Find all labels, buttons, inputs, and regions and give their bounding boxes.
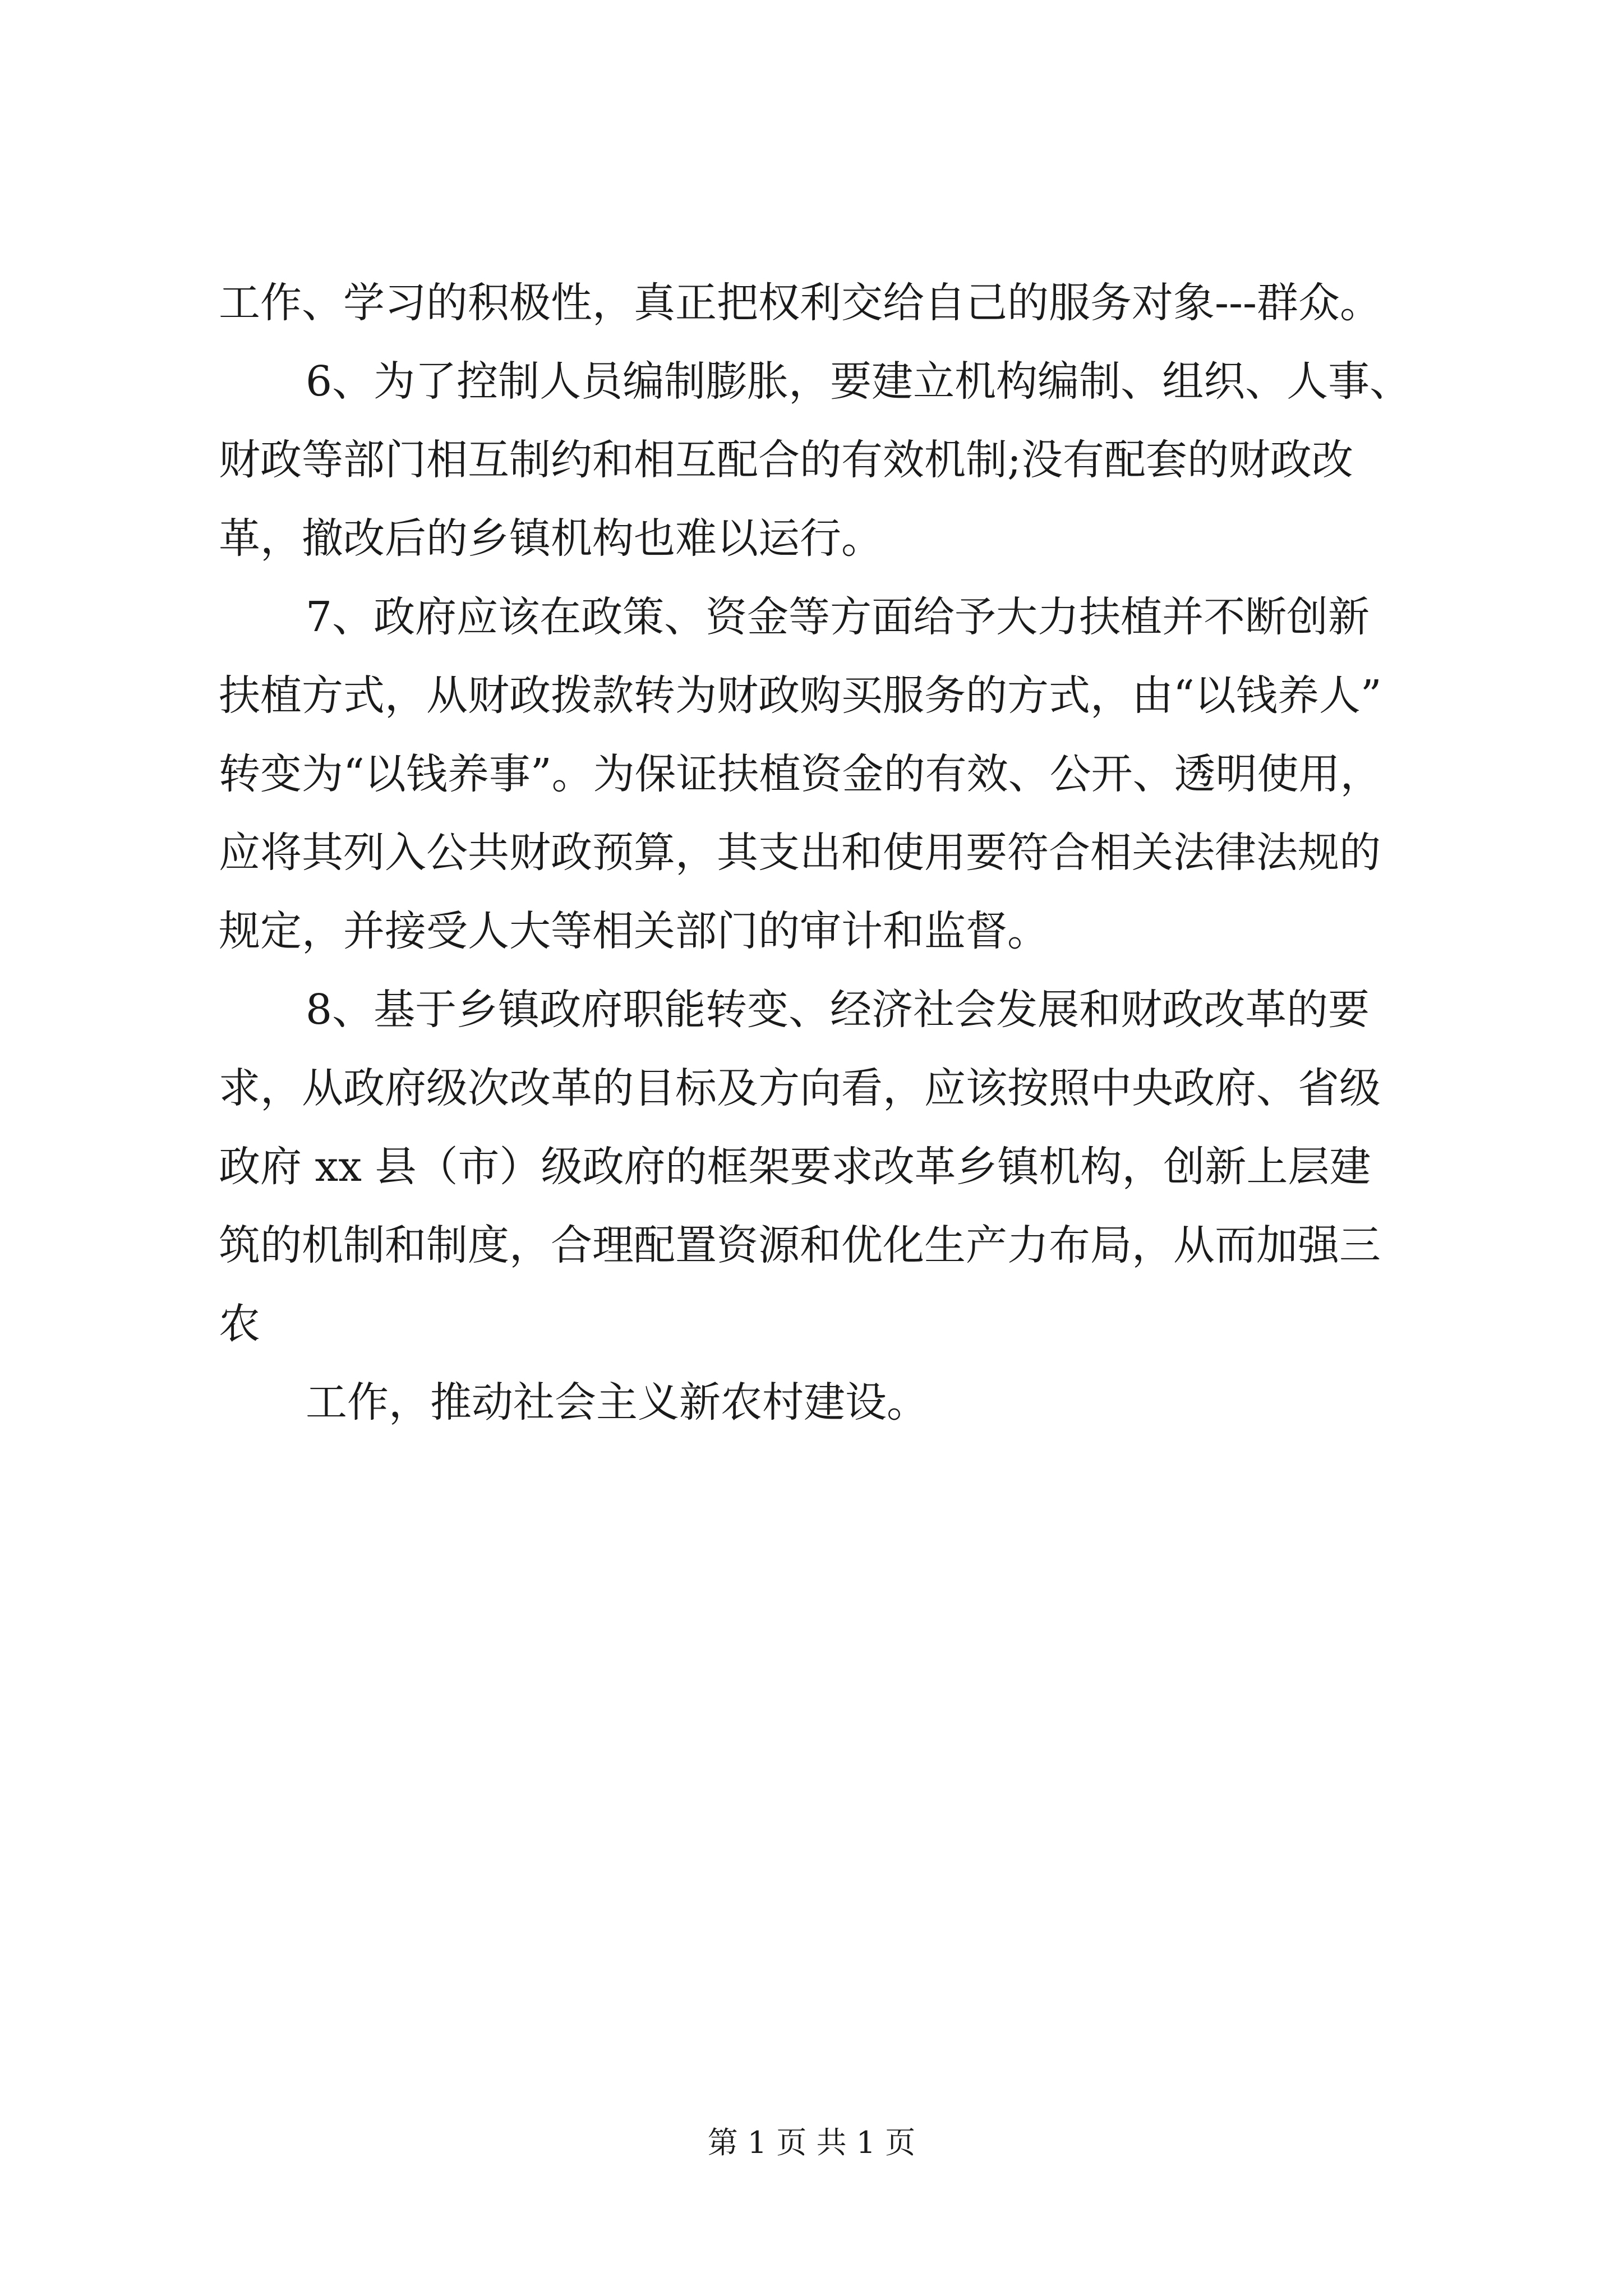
text-line-2: 6、为了控制人员编制膨胀，要建立机构编制、组织、人事、 — [306, 357, 1412, 406]
text-line-5: 7、政府应该在政策、资金等方面给予大力扶植并不断创新 — [306, 593, 1370, 641]
text-line-4: 革，撤改后的乡镇机构也难以运行。 — [219, 514, 883, 563]
text-line-7: 转变为“以钱养事”。为保证扶植资金的有效、公开、透明使用， — [219, 750, 1382, 798]
text-line-1: 工作、学习的积极性，真正把权利交给自己的服务对象---群众。 — [219, 279, 1382, 327]
text-line-14: 农 — [219, 1300, 260, 1348]
document-body — [219, 264, 1424, 1442]
text-line-11: 求，从政府级次改革的目标及方向看，应该按照中央政府、省级 — [219, 1064, 1381, 1112]
text-line-12: 政府 xx 县（市）级政府的框架要求改革乡镇机构，创新上层建 — [219, 1143, 1371, 1191]
text-line-9: 规定，并接受人大等相关部门的审计和监督。 — [219, 907, 1049, 955]
page-footer: 第 1 页 共 1 页 — [707, 2125, 916, 2160]
text-line-15: 工作，推动社会主义新农村建设。 — [306, 1378, 928, 1427]
text-line-8: 应将其列入公共财政预算，其支出和使用要符合相关法律法规的 — [219, 829, 1381, 877]
text-line-13: 筑的机制和制度，合理配置资源和优化生产力布局，从而加强三 — [219, 1221, 1381, 1269]
text-line-10: 8、基于乡镇政府职能转变、经济社会发展和财政改革的要 — [306, 986, 1370, 1034]
text-line-6: 扶植方式，从财政拨款转为财政购买服务的方式，由“以钱养人” — [219, 671, 1382, 720]
text-line-3: 财政等部门相互制约和相互配合的有效机制;没有配套的财政改 — [219, 436, 1353, 484]
